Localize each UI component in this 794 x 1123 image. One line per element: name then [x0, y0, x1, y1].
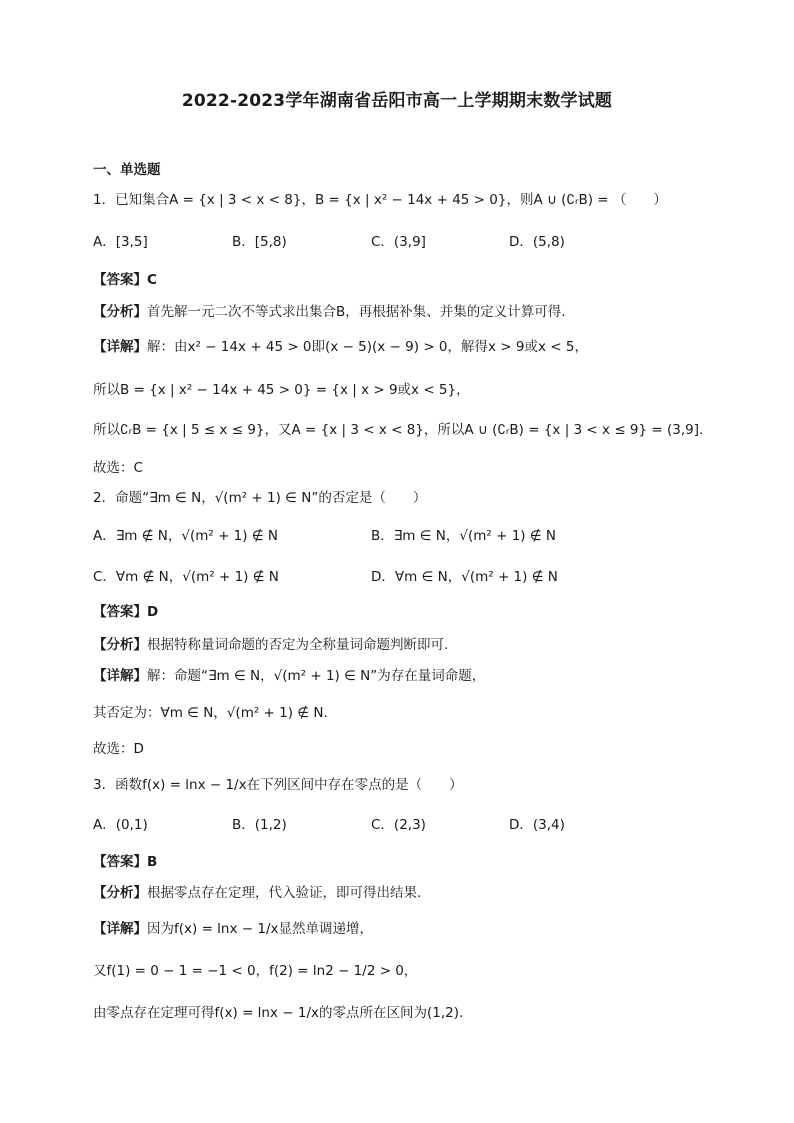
q1-detail-3: 所以∁ᵣB = {x | 5 ≤ x ≤ 9}，又A = {x | 3 < x < 8}，所以A ∪ (∁ᵣB) = {x | 3 < x ≤ 9} = (3,9].: [93, 422, 704, 438]
q3-option-c: C．(2,3): [371, 817, 426, 833]
q3-detail-1-text: 因为f(x) = lnx − 1/x显然单调递增，: [147, 921, 373, 937]
section-heading: 一、单选题: [93, 162, 161, 178]
q3-option-a: A．(0,1): [93, 817, 148, 833]
q2-detail-2: 其否定为：∀m ∈ N，√(m² + 1) ∉ N.: [93, 705, 328, 721]
q3-analysis: [93, 884, 421, 902]
q1-detail-1: [93, 338, 588, 356]
q1-option-c: C．(3,9]: [371, 234, 426, 250]
q1-choose: 故选：C: [93, 460, 143, 476]
q1-stem: 1．已知集合A = {x | 3 < x < 8}，B = {x | x² − 14x + 45 > 0}，则A ∪ (∁ᵣB) = （ ）: [93, 192, 667, 208]
q2-analysis-text: 根据特称量词命题的否定为全称量词命题判断即可.: [147, 637, 449, 653]
q2-option-d: D．∀m ∈ N，√(m² + 1) ∉ N: [371, 569, 558, 585]
q1-option-a: A．[3,5]: [93, 234, 148, 250]
q2-option-a: A．∃m ∉ N，√(m² + 1) ∉ N: [93, 528, 278, 544]
q1-analysis-tag: 【分析】: [93, 304, 147, 320]
q3-option-d: D．(3,4): [509, 817, 565, 833]
q3-analysis-text: 根据零点存在定理，代入验证，即可得出结果.: [147, 885, 422, 901]
q1-detail-1-text: 解：由x² − 14x + 45 > 0即(x − 5)(x − 9) > 0，解得x > 9或x < 5，: [147, 339, 588, 355]
q1-detail-tag: 【详解】: [93, 339, 147, 355]
q2-detail-1-text: 解：命题“∃m ∈ N，√(m² + 1) ∈ N”为存在量词命题，: [147, 668, 486, 684]
q3-detail-1: [93, 920, 373, 938]
q1-detail-2: 所以B = {x | x² − 14x + 45 > 0} = {x | x > 9或x < 5}，: [93, 382, 470, 398]
q2-analysis: [93, 636, 448, 654]
q3-answer: 【答案】B: [93, 854, 158, 870]
q2-answer: 【答案】D: [93, 604, 159, 620]
q2-analysis-tag: 【分析】: [93, 637, 147, 653]
q1-option-d: D．(5,8): [509, 234, 565, 250]
q1-answer: 【答案】C: [93, 272, 157, 288]
q2-option-b: B．∃m ∈ N，√(m² + 1) ∉ N: [371, 528, 557, 544]
q3-analysis-tag: 【分析】: [93, 885, 147, 901]
q3-option-b: B．(1,2): [232, 817, 287, 833]
q1-option-b: B．[5,8): [232, 234, 287, 250]
q3-detail-tag: 【详解】: [93, 921, 147, 937]
q3-detail-3: 由零点存在定理可得f(x) = lnx − 1/x的零点所在区间为(1,2).: [93, 1005, 464, 1021]
q1-analysis: [93, 303, 566, 321]
q2-option-c: C．∀m ∉ N，√(m² + 1) ∉ N: [93, 569, 279, 585]
q3-detail-2: 又f(1) = 0 − 1 = −1 < 0，f(2) = ln2 − 1/2 > 0，: [93, 963, 418, 979]
q2-detail-1: [93, 667, 485, 685]
q3-stem: 3．函数f(x) = lnx − 1/x在下列区间中存在零点的是（ ）: [93, 777, 463, 793]
page-title: 2022-2023学年湖南省岳阳市高一上学期期末数学试题: [181, 91, 613, 111]
q2-choose: 故选：D: [93, 741, 144, 757]
q2-stem: 2．命题“∃m ∈ N，√(m² + 1) ∈ N”的否定是（ ）: [93, 490, 427, 506]
q2-detail-tag: 【详解】: [93, 668, 147, 684]
q1-analysis-text: 首先解一元二次不等式求出集合B，再根据补集、并集的定义计算可得.: [147, 304, 566, 320]
